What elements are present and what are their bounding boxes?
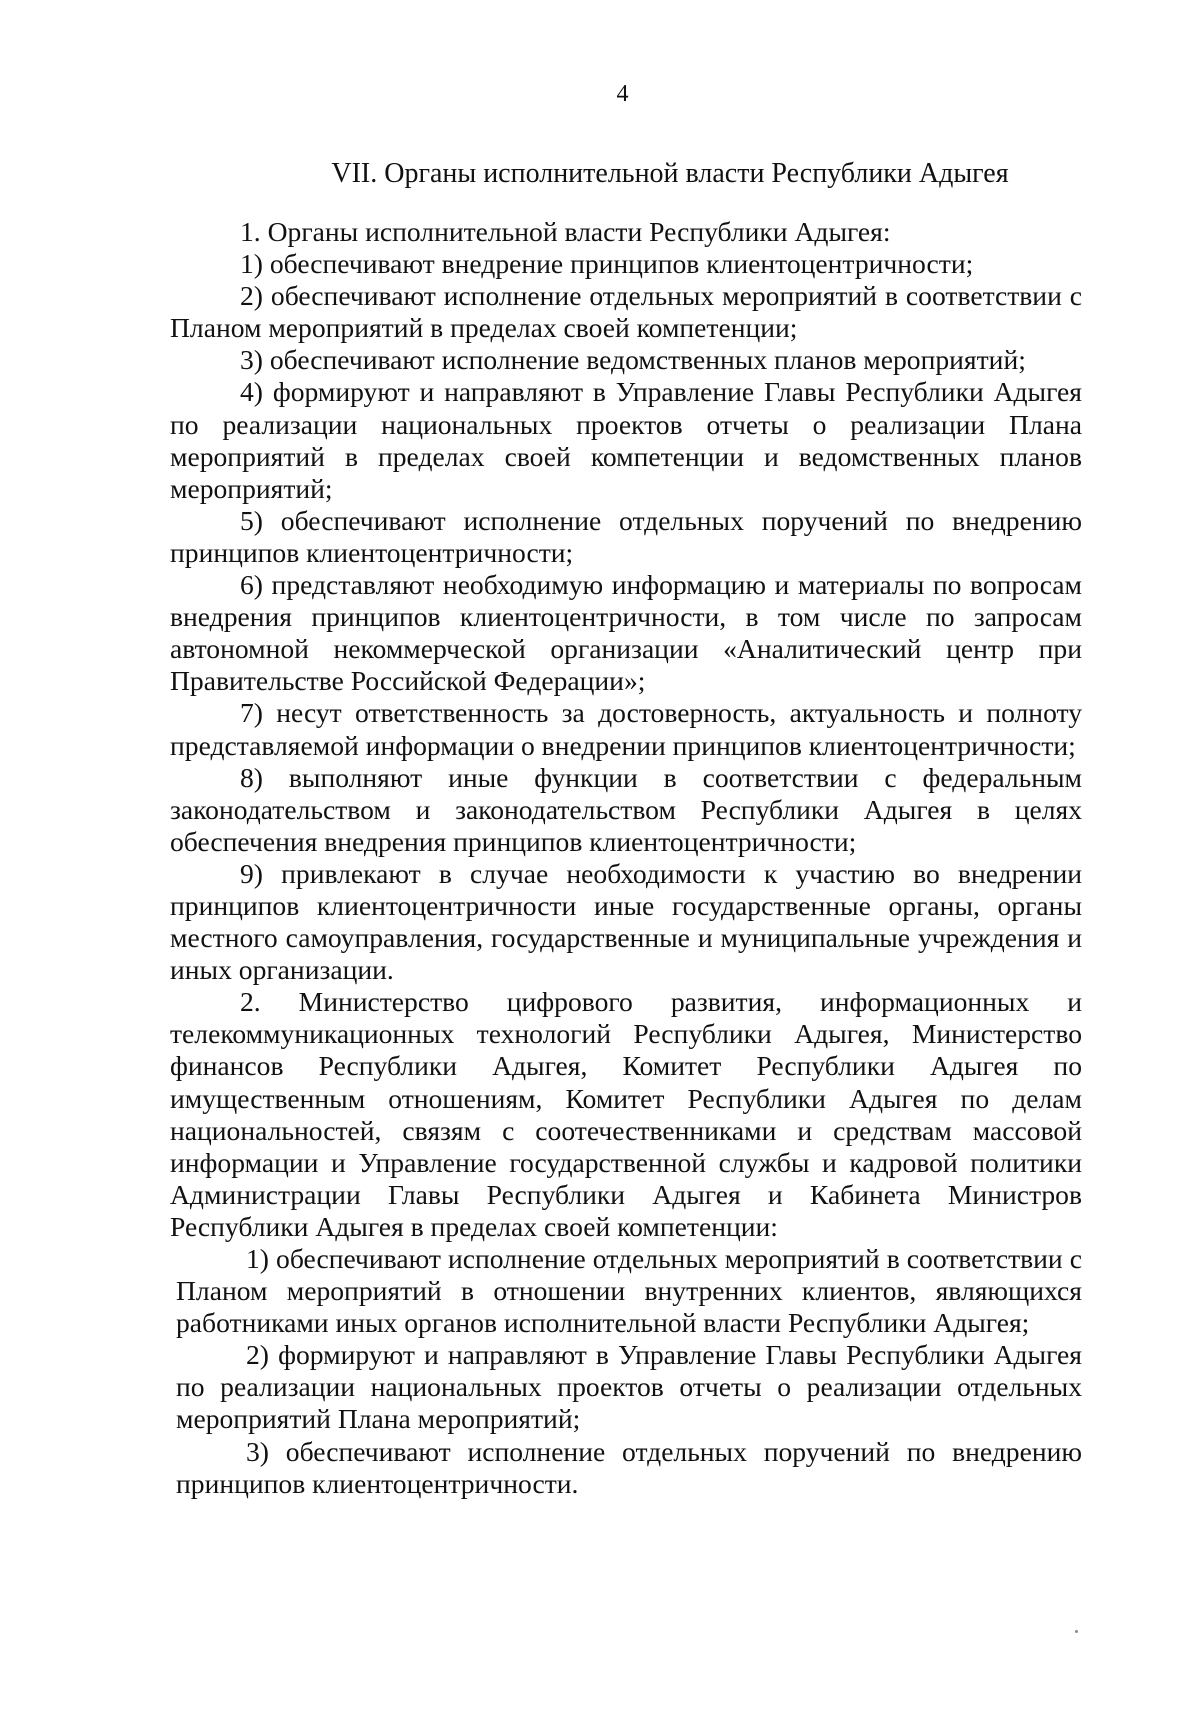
paragraph-2: 2. Министерство цифрового развития, информационных и телекоммуникационных технологий Республики Адыгея, Министерство финансов Республики Адыгея, Комитет Республики Адыгея по имущественным отношениям, Комитет Республики Адыгея по делам национальностей, связям с соотечественниками и средствам массовой информации и Управление государственной службы и кадровой политики Администрации Главы Республики Адыгея и Кабинета Министров Республики Адыгея в пределах своей компетенции:	[170, 986, 1082, 1242]
paragraph-2-item-2: 2) формируют и направляют в Управление Главы Республики Адыгея по реализации национальных проектов отчеты о реализации отдельных мероприятий Плана мероприятий;	[176, 1339, 1082, 1435]
paragraph-2-item-3: 3) обеспечивают исполнение отдельных поручений по внедрению принципов клиентоцентричности.	[176, 1435, 1082, 1499]
paragraph-1-item-8: 8) выполняют иные функции в соответствии с федеральным законодательством и законодательством Республики Адыгея в целях обеспечения внедрения принципов клиентоцентричности;	[170, 761, 1082, 857]
paragraph-1-item-2: 2) обеспечивают исполнение отдельных мероприятий в соответствии с Планом мероприятий в пределах своей компетенции;	[170, 280, 1082, 344]
document-body	[170, 216, 1082, 1500]
paragraph-1: 1. Органы исполнительной власти Республики Адыгея:	[240, 216, 891, 247]
paragraph-1-item-9: 9) привлекают в случае необходимости к участию во внедрении принципов клиентоцентричности иные государственные органы, органы местного самоуправления, государственные и муниципальные учреждения и иных организации.	[170, 857, 1082, 986]
paragraph-1-item-7: 7) несут ответственность за достоверность, актуальность и полноту представляемой информации о внедрении принципов клиентоцентричности;	[170, 697, 1082, 761]
scan-artifact-dot	[1075, 1630, 1078, 1633]
section-title: VII. Органы исполнительной власти Республики Адыгея	[331, 158, 1009, 189]
paragraph-1-item-4: 4) формируют и направляют в Управление Главы Республики Адыгея по реализации национальных проектов отчеты о реализации Плана мероприятий в пределах своей компетенции и ведомственных планов мероприятий;	[170, 376, 1082, 504]
paragraph-1-item-1: 1) обеспечивают внедрение принципов клиентоцентричности;	[240, 248, 974, 280]
paragraph-1-item-3: 3) обеспечивают исполнение ведомственных планов мероприятий;	[240, 344, 1026, 376]
paragraph-1-item-6: 6) представляют необходимую информацию и материалы по вопросам внедрения принципов клиентоцентричности, в том числе по запросам автономной некоммерческой организации «Аналитический центр при Правительстве Российской Федерации»;	[170, 569, 1082, 697]
paragraph-2-item-1: 1) обеспечивают исполнение отдельных мероприятий в соответствии с Планом мероприятий в отношении внутренних клиентов, являющихся работниками иных органов исполнительной власти Республики Адыгея;	[176, 1243, 1082, 1339]
page-number: 4	[616, 81, 629, 107]
paragraph-1-item-5: 5) обеспечивают исполнение отдельных поручений по внедрению принципов клиентоцентричности;	[170, 504, 1082, 568]
